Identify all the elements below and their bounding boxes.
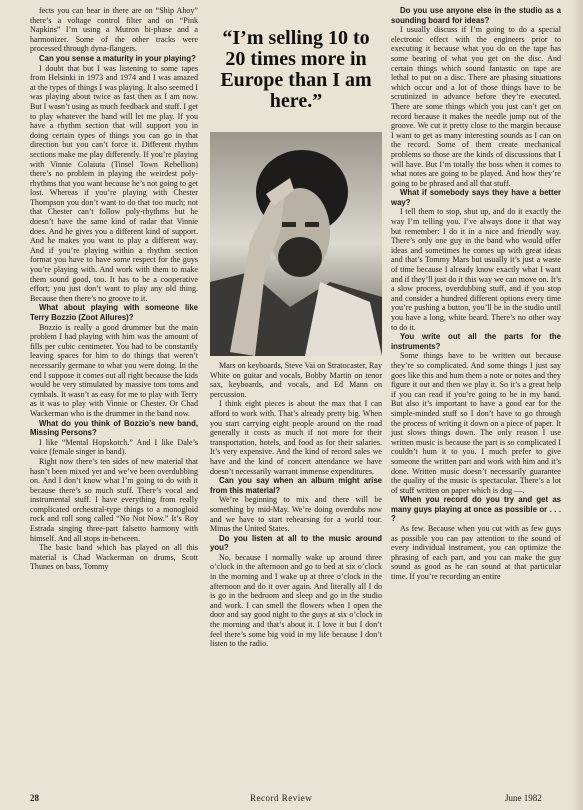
- paragraph: I like “Mental Hopskotch.” And I like Dale’s voice (female singer in band).: [30, 437, 198, 457]
- interview-question: What about playing with someone like Terry Bozzio (Zoot Allures)?: [30, 303, 198, 322]
- paragraph: fects you can hear in there are on “Ship Ahoy” there’s a voltage control filter and on “Pink Napkins” I’m using a Mutron bi-phase and a harmonizer. Some of the other tracks were processed through dyna-flangers.: [30, 6, 198, 54]
- page-number: 28: [30, 793, 39, 803]
- photo-man-with-hand-on-head: [210, 132, 382, 356]
- paragraph: Right now there’s ten sides of new material that hasn’t been mixed yet and we’ve been overdubbing on. And I don’t know what I’m going to do with it because there’s so much stuff. There’s vocal and instrumental stuff. I have everything from really complicated orchestral-type things to a monogloid rock and roll song called “No Not Now.” It’s Roy Estrada singing three-part falsetto harmony with himself. And all stops in-between.: [30, 456, 198, 543]
- paragraph: Bozzio is really a good drummer but the main problem I had playing with him was the amount of fills per cubic centimeter. You had to be constantly leaving spaces for him to do things that weren’t necessarily germane to what you were doing. In the end I suppose it comes out all right because the kids would be very stimulated by massive tom toms and cymbals. It wasn’t as easy for me to play with Terry as it was to play with Vinnie or Chester. Or Chad Wackerman who is the drummer in the band now.: [30, 322, 198, 418]
- interview-question: Can you say when an album might arise from this material?: [210, 476, 382, 495]
- paragraph: We’re beginning to mix and there will be something by mid-May. We’re doing overdubs now and we have to start rehearsing for a world tour. Minus the United States.: [210, 495, 382, 534]
- issue-date: June 1982: [505, 793, 542, 803]
- magazine-name: Record Review: [250, 793, 313, 803]
- paragraph: Some things have to be written out because they’re so complicated. And some things I just say goes like this and hum them a note or notes and they figure it out and then we play it. So it’s a great help if you can read if you’re going to be in my band. But also it’s important to have a good ear for the simple-minded stuff so I don’t have to go through the process of writing it down on a piece of paper. It just slows things down. The only reason I use written music is because the part is so complicated I couldn’t hum it to you. I much prefer to give someone the written part and work with him and it’s done. Written music doesn’t necessarily guarantee the quality of the music is spectacular. There’s a lot of stuff written on paper which is dog —.: [391, 351, 561, 495]
- paragraph: The basic band which has played on all this material is Chad Wackerman on drums, Scott Thunes on bass, Tommy: [30, 543, 198, 572]
- paragraph: I doubt that but I was listening to some tapes from Helsinki in 1973 and 1974 and I was amazed at the types of things I was playing. It also seemed I was playing about twice as fast then as I am now. But I wasn’t using as much feedback and stuff. I get to play whatever the band will let me play. If you have a rhythm section that will support you in doing certain types of things you can go in that direction but you can’t force it. Different rhythm sections make me play differently. If you’re playing with Vinnie Colaiuta (Tinsel Town Rebellion) there’s no problem in playing the weirdest poly-rhythms that you want because he’s not going to get lost. Whereas if you’re playing with Chester Thompson you don’t want to do that too much; not that Chester can’t follow poly-rhythms but he doesn’t have the same kind of radar that Vinnie does. And he gives you a different kind of support. And he makes you want to play a different way. And if you’re playing within a rhythm section format you have to have some respect for the guys you’re playing with. And work with them to make them sound good, too. It has to be a cooperative effort; you just don’t want to play any old thing. Because then there’s no groove to it.: [30, 63, 198, 303]
- article-column-2: [210, 361, 382, 776]
- interview-question: You write out all the parts for the instruments?: [391, 332, 561, 351]
- page-binding-shadow: [571, 0, 583, 810]
- interview-question: When you record do you try and get as many guys playing at once as possible or . . . ?: [391, 495, 561, 524]
- interview-question: Do you use anyone else in the studio as a sounding board for ideas?: [391, 6, 561, 25]
- paragraph: No, because I normally wake up around three o’clock in the afternoon and go to bed at six o’clock in the morning and I wake up at three o’clock in the afternoon and do it over again. And literally all I do is go in the bedroom and sleep and go in the studio and work. I can smell the flowers when I open the door and say good night to the guys at six o’clock in the morning and that’s about it. I love it but I don’t feel there’s some big void in my life because I don’t listen to the radio.: [210, 552, 382, 649]
- interview-question: What if somebody says they have a better way?: [391, 188, 561, 207]
- pull-quote: “I’m selling 10 to 20 times more in Europe than I am here.”: [220, 27, 372, 112]
- article-column-1: [30, 6, 198, 776]
- paragraph: I usually discuss if I’m going to do a special electronic effect with the engineers prior to executing it because what you do on the tape has some bearing of what you get on the disc. And certain things which sound fantastic on tape are lethal to put on a disc. There are phasing situations which occur and a lot of those things have to be scrutinized in advance before they’re executed. There are some things which you just can’t get on record because it makes the needle jump out of the groove. We cut it pretty close to the margin because I want to get as many interesting sounds as I can on the record. Some of them create mechanical problems so those are the kinds of discussions that I will have. But I’m totally the boss when it comes to what notes are going to be played. And how they’re going to be phrased and all that stuff.: [391, 25, 561, 188]
- article-column-3: [391, 6, 561, 776]
- paragraph: I think eight pieces is about the max that I can afford to work with. That’s already pretty big. When you start carrying eight people around on the road generally it costs as much if not more for their transportation, hotels, and food as for their salaries. It’s very expensive. And the kind of record sales we have and the kind of concert attendance we have doesn’t necessarily warrant immense expenditures.: [210, 399, 382, 476]
- interview-question: Can you sense a maturity in your playing?: [39, 53, 196, 63]
- paragraph: As few. Because when you cut with as few guys as possible you can pay attention to the sound of every individual instrument, you can optimize the phrasing of each part, and you can make the guy sound as good as he can sound at that particular time. If you’re recording an entire: [391, 524, 561, 582]
- interview-question: Do you listen at all to the music around you?: [210, 533, 382, 553]
- interview-question: What do you think of Bozzio’s new band, Missing Persons?: [30, 418, 198, 438]
- paragraph: Mars on keyboards, Steve Vai on Stratocaster, Ray White on guitar and vocals, Bobby Martin on tenor sax, keyboards, and vocals, and Ed Mann on percussion.: [210, 361, 382, 399]
- paragraph: I tell them to stop, shut up, and do it exactly the way I’m telling you. I’ve always done it that way but remember: I do it in a nice and friendly way. There’s only one guy in the band who would offer ideas and sometimes he comes up with great ideas and that’s Tommy Mars but usually it’s just a waste of time because I already know exactly what I want and if they’ll just do it this way we can move on. It’s a slow process, overdubbing stuff, and if you stop and consider a hundred different options every time you’re pushing a button, you’ll be in the studio until you have a long, white beard. There’s no other way to do it.: [391, 207, 561, 332]
